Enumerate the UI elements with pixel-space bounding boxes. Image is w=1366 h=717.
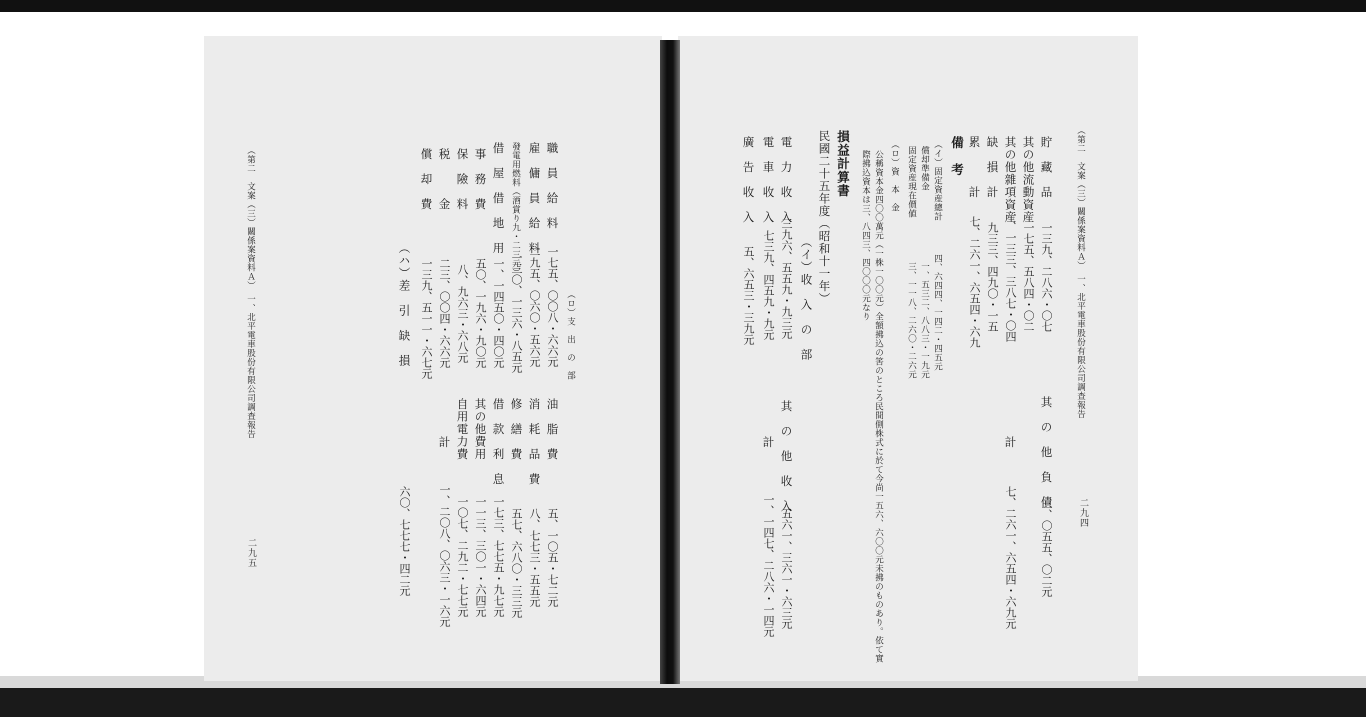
income-heading: （イ）收 入 の 部 xyxy=(799,236,814,361)
left-page-number: 二九五 xyxy=(246,538,256,568)
asset-label: 貯 藏 品 xyxy=(1039,136,1054,199)
expense-value: 一、二〇八、〇六三・一六元 xyxy=(438,484,451,627)
left-page xyxy=(204,36,662,681)
income-label: 計 xyxy=(761,436,776,449)
expense-value: 八、七七三・五五元 xyxy=(528,508,541,607)
income-label: 電 力 收 入 xyxy=(779,136,794,224)
liability-value: 七、二六一、六五四・六九元 xyxy=(1004,486,1017,629)
pl-title: 損益計算書 xyxy=(835,130,851,198)
right-page-header: （第二 文案（三）關係案資料Ａ） 一、北平電車股份有限公司調查報告 xyxy=(1075,126,1086,419)
scanner-top-edge xyxy=(0,0,1366,12)
expense-label: 保 險 料 xyxy=(455,148,470,211)
expense-label: 償 却 費 xyxy=(419,148,434,211)
pl-period: 民國二十五年度（昭和十一年） xyxy=(817,130,832,305)
expense-value: 五〇、一九六・九〇元 xyxy=(474,258,487,368)
expense-value: 二九五、〇六〇・五六元 xyxy=(528,246,541,367)
capital-note-line: 公稱資本金四〇〇萬元（一株一〇〇元）全額拂込の筈のところ民間側株式に於て今尚一五六、六〇〇元未拂のものあり。依て實 xyxy=(873,150,884,663)
asset-label: 缺 損 計 xyxy=(985,136,1000,199)
expense-label: 自用電力費 xyxy=(455,398,470,461)
note-value: 一、五三二、八八三・一九元 xyxy=(919,262,930,379)
expense-value: 一一三、三〇一・六四元 xyxy=(474,496,487,617)
capital-note-line: 際拂込資本は三、八四三、四〇〇〇元なり xyxy=(860,150,871,321)
book-binding xyxy=(660,40,680,684)
expense-label: 税 金 xyxy=(437,148,452,211)
expense-heading: （ロ）支 出 の 部 xyxy=(565,290,576,380)
left-page-header: （第二 文案（三）關係案資料Ａ） 一、北平電車股份有限公司調査報告 xyxy=(245,146,256,439)
note-value: 三、一一八、二六〇・二六元 xyxy=(906,262,917,379)
asset-label: 累 計 xyxy=(967,136,982,199)
expense-label: 事 務 費 xyxy=(473,148,488,211)
expense-value: 一、一四五〇・四〇元 xyxy=(492,258,505,368)
expense-label: 借 屋 借 地 用 xyxy=(491,142,506,255)
expense-label: 發電用燃料（酒賞り九・二三元） xyxy=(510,142,521,277)
expense-label: 借 款 利 息 xyxy=(491,398,506,486)
asset-value: 七、二六一、六五四・六九 xyxy=(968,216,981,348)
expense-value: 八、九六三・六八元 xyxy=(456,264,469,363)
income-value: 五、六五三・三九元 xyxy=(742,246,755,345)
note-label: 償却準備金 xyxy=(919,146,930,191)
asset-value: 九三三、四九〇・一五 xyxy=(986,222,999,332)
expense-label: 計 xyxy=(437,436,452,449)
liability-label: 其 の 他 負 債 xyxy=(1039,396,1054,509)
expense-value: 一七三、七七五・九七元 xyxy=(492,496,505,617)
asset-value: 一三九、二八六・〇七 xyxy=(1040,222,1053,332)
income-value: 一、一四七、二八六・一四元 xyxy=(762,494,775,637)
notes-heading: 備 考 xyxy=(949,136,965,177)
deficit-label: （ハ）差 引 缺 損 xyxy=(397,242,412,367)
capital-heading: （ロ）資 本 金 xyxy=(889,140,900,212)
income-value: 七三九、四五九・九元 xyxy=(762,230,775,340)
expense-value: 二三、〇〇四・六六元 xyxy=(438,258,451,368)
liability-label: 計 xyxy=(1003,436,1018,449)
note-label: 固定資産現在價値 xyxy=(906,146,917,218)
asset-label: 其の他雜項資産 xyxy=(1003,136,1018,224)
right-page-number: 二九四 xyxy=(1078,498,1088,528)
expense-label: 修 繕 費 xyxy=(509,398,524,461)
note-label: （イ）固定資産總計 xyxy=(932,140,943,221)
expense-label: 消 耗 品 費 xyxy=(527,398,542,486)
expense-label: 職 員 給 料 xyxy=(545,142,560,230)
income-label: 其 の 他 收 入 xyxy=(779,400,794,513)
expense-value: 一〇七、二九二・七七元 xyxy=(456,496,469,617)
expense-value: 一三九、五一一・六七元 xyxy=(420,258,433,379)
expense-label: 雇 傭 員 給 料 xyxy=(527,142,542,255)
scanner-bottom-edge xyxy=(0,688,1366,717)
expense-value: 五、一〇五・七二元 xyxy=(546,508,559,607)
asset-value: 一、一三三、三八七・〇四 xyxy=(1004,210,1017,342)
expense-value: 五七、六八〇・三三元 xyxy=(510,508,523,618)
expense-value: 一三〇、一三六・八五元 xyxy=(510,252,523,373)
expense-label: 油 脂 費 xyxy=(545,398,560,461)
liability-value: 三、〇五五、〇二元 xyxy=(1040,498,1053,597)
note-value: 四、六四四、一四二・四五元 xyxy=(932,254,943,371)
asset-label: 其の他流動資産 xyxy=(1021,136,1036,224)
income-label: 電 車 收 入 xyxy=(761,136,776,224)
expense-label: 其の他費用 xyxy=(473,398,488,461)
income-label: 廣 告 收 入 xyxy=(741,136,756,224)
deficit-value: 六〇、七七七・四二元 xyxy=(398,486,411,596)
asset-value: 一七五、五八四・〇二 xyxy=(1022,222,1035,332)
income-value: 三九六、五五九・九三元 xyxy=(780,218,793,339)
expense-value: 一七五、〇〇八・六六元 xyxy=(546,246,559,367)
income-value: 五六一、三六一・六三元 xyxy=(780,508,793,629)
